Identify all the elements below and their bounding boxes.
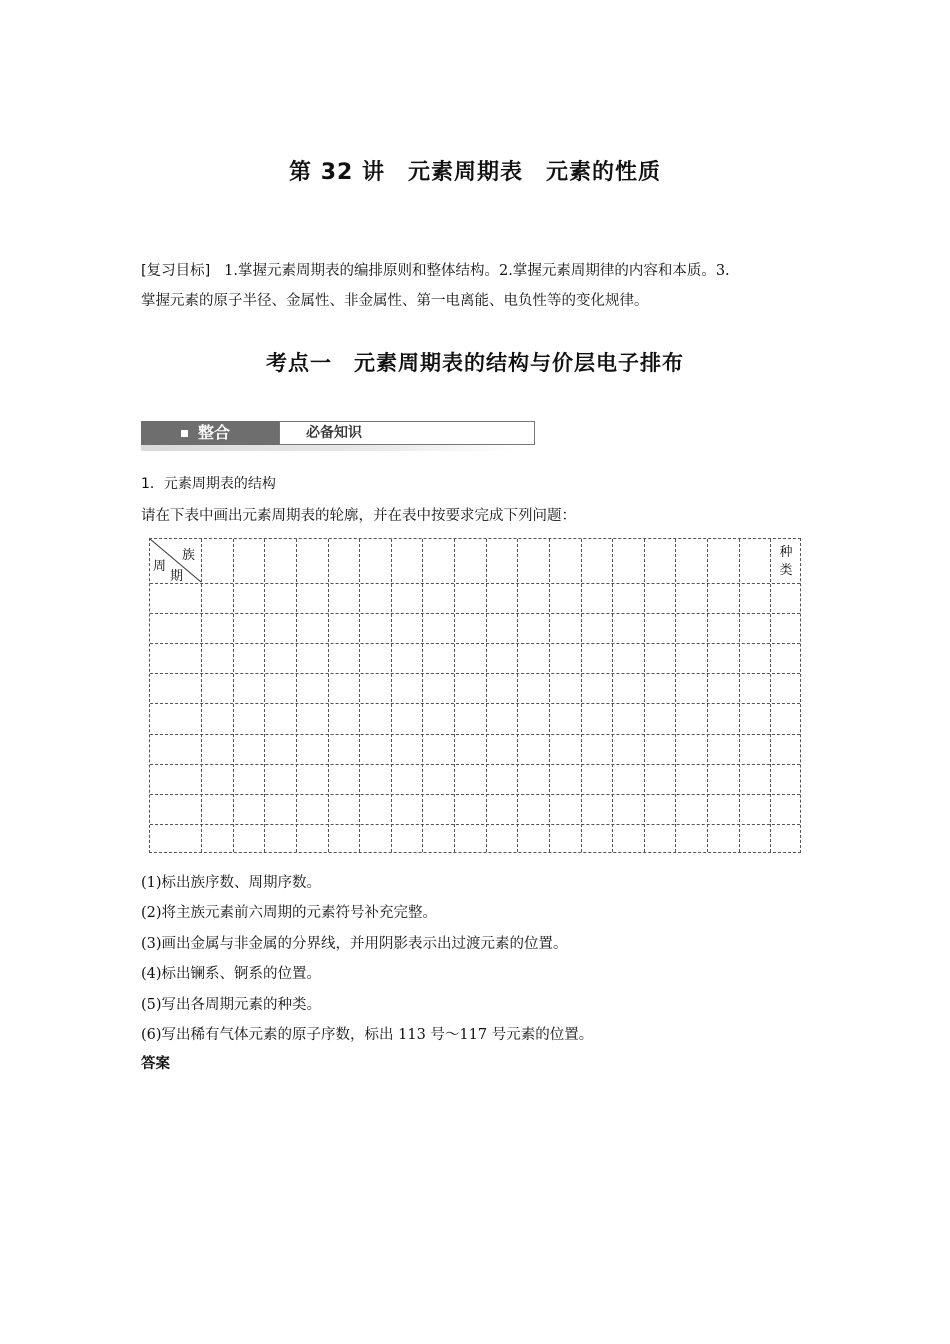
grid-column-line [739,539,740,852]
header-kinds-label-b: 类 [779,563,793,578]
section-title: 考点一 元素周期表的结构与价层电子排布 [266,351,684,375]
grid-column-line [707,539,708,852]
grid-row-line [150,613,800,614]
grid-row-line [150,794,800,795]
header-kinds-label [778,544,794,580]
grid-column-line [612,539,613,852]
grid-row-line [150,764,800,765]
subsection-heading: 1．元素周期表的结构 [141,476,276,492]
grid-column-line [549,539,550,852]
header-period-label-a: 周 [153,559,167,574]
question-6: (6)写出稀有气体元素的原子序数，标出 113 号～117 号元素的位置。 [141,1027,594,1044]
grid-column-line [391,539,392,852]
grid-column-line [486,539,487,852]
section-banner [141,421,517,451]
grid-column-line [770,539,771,852]
lecture-title: 第 32 讲 元素周期表 元素的性质 [289,160,661,185]
periodic-table-grid [149,538,801,853]
grid-column-line [675,539,676,852]
grid-row-line [150,583,800,584]
grid-row-line [150,673,800,674]
question-4: (4)标出镧系、锕系的位置。 [141,966,322,983]
question-2: (2)将主族元素前六周期的元素符号补充完整。 [141,905,438,922]
grid-column-line [454,539,455,852]
grid-column-line [517,539,518,852]
grid-column-line [359,539,360,852]
square-bullet-icon [181,430,188,437]
grid-row-line [150,824,800,825]
grid-row-line [150,734,800,735]
question-1: (1)标出族序数、周期序数。 [141,875,322,891]
grid-row-line [150,703,800,704]
grid-column-line [581,539,582,852]
banner-light-tab [279,421,535,445]
instruction-text: 请在下表中画出元素周期表的轮廓，并在表中按要求完成下列问题： [141,508,576,524]
grid-column-line [264,539,265,852]
question-3: (3)画出金属与非金属的分界线，并用阴影表示出过渡元素的位置。 [141,935,568,952]
review-goals [141,256,816,316]
banner-dark-label: 整合 [198,423,231,442]
header-group-label: 族 [182,548,196,563]
grid-column-line [422,539,423,852]
banner-light-label: 必备知识 [306,425,362,441]
review-goals-tag: [复习目标] [141,263,211,279]
grid-column-line [644,539,645,852]
grid-column-line [201,539,202,852]
banner-dark-tab [141,421,279,445]
question-5: (5)写出各周期元素的种类。 [141,996,322,1013]
question-list [141,868,593,1050]
grid-row-line [150,643,800,644]
grid-column-line [233,539,234,852]
review-goals-line2: 掌握元素的原子半径、金属性、非金属性、第一电离能、电负性等的变化规律。 [141,293,649,309]
grid-column-line [296,539,297,852]
header-kinds-label-a: 种 [779,545,793,560]
review-goals-line1: 1.掌握元素周期表的编排原则和整体结构。2.掌握元素周期律的内容和本质。3. [224,263,730,279]
answer-label: 答案 [141,1056,170,1072]
grid-column-line [328,539,329,852]
header-period-label-b: 期 [170,569,184,584]
